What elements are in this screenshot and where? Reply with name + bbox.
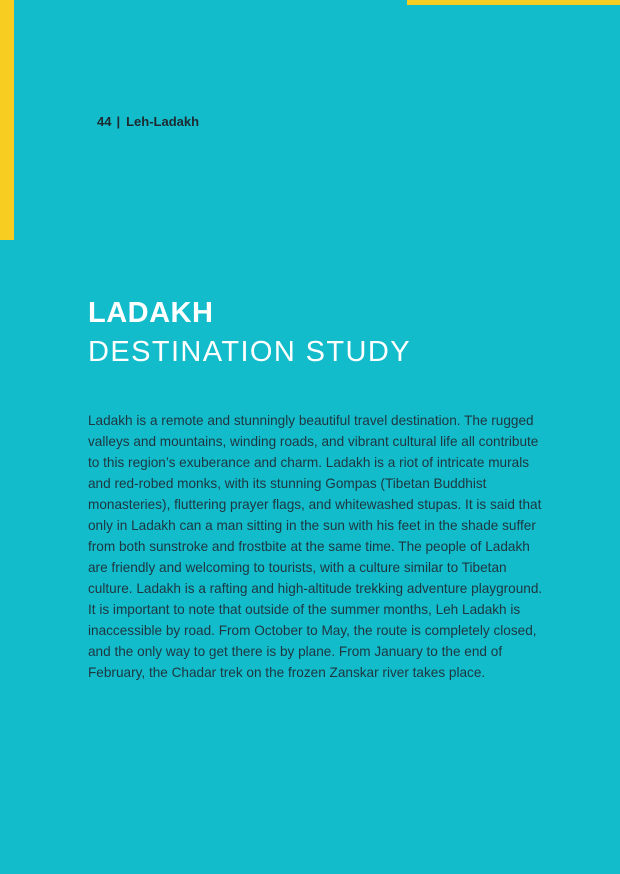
accent-bar-left	[0, 0, 14, 240]
page-number: 44	[97, 114, 112, 129]
header-separator: |	[116, 114, 121, 129]
section-name: Leh-Ladakh	[126, 114, 200, 129]
accent-bar-top	[407, 0, 620, 5]
page-subtitle: DESTINATION STUDY	[88, 336, 411, 368]
body-paragraph: Ladakh is a remote and stunningly beautiful travel destination. The rugged valleys and mountains, winding roads, and vibrant cultural life all contribute to this region’s exuberance and charm. Ladakh is a riot of intricate murals and red-robed monks, with its stunning Gompas (Tibetan Buddhist monasteries), fluttering prayer flags, and whitewashed stupas. It is said that only in Ladakh can a man sitting in the sun with his feet in the shade suffer from both sunstroke and frostbite at the same time. The people of Ladakh are friendly and welcoming to tourists, with a culture similar to Tibetan culture. Ladakh is a rafting and high-altitude trekking adventure playground. It is important to note that outside of the summer months, Leh Ladakh is inaccessible by road. From October to May, the route is completely closed, and the only way to get there is by plane. From January to the end of February, the Chadar trek on the frozen Zanskar river takes place.	[88, 413, 543, 680]
page-title: LADAKH	[88, 297, 214, 329]
title-block	[88, 294, 558, 372]
running-header	[97, 114, 199, 129]
